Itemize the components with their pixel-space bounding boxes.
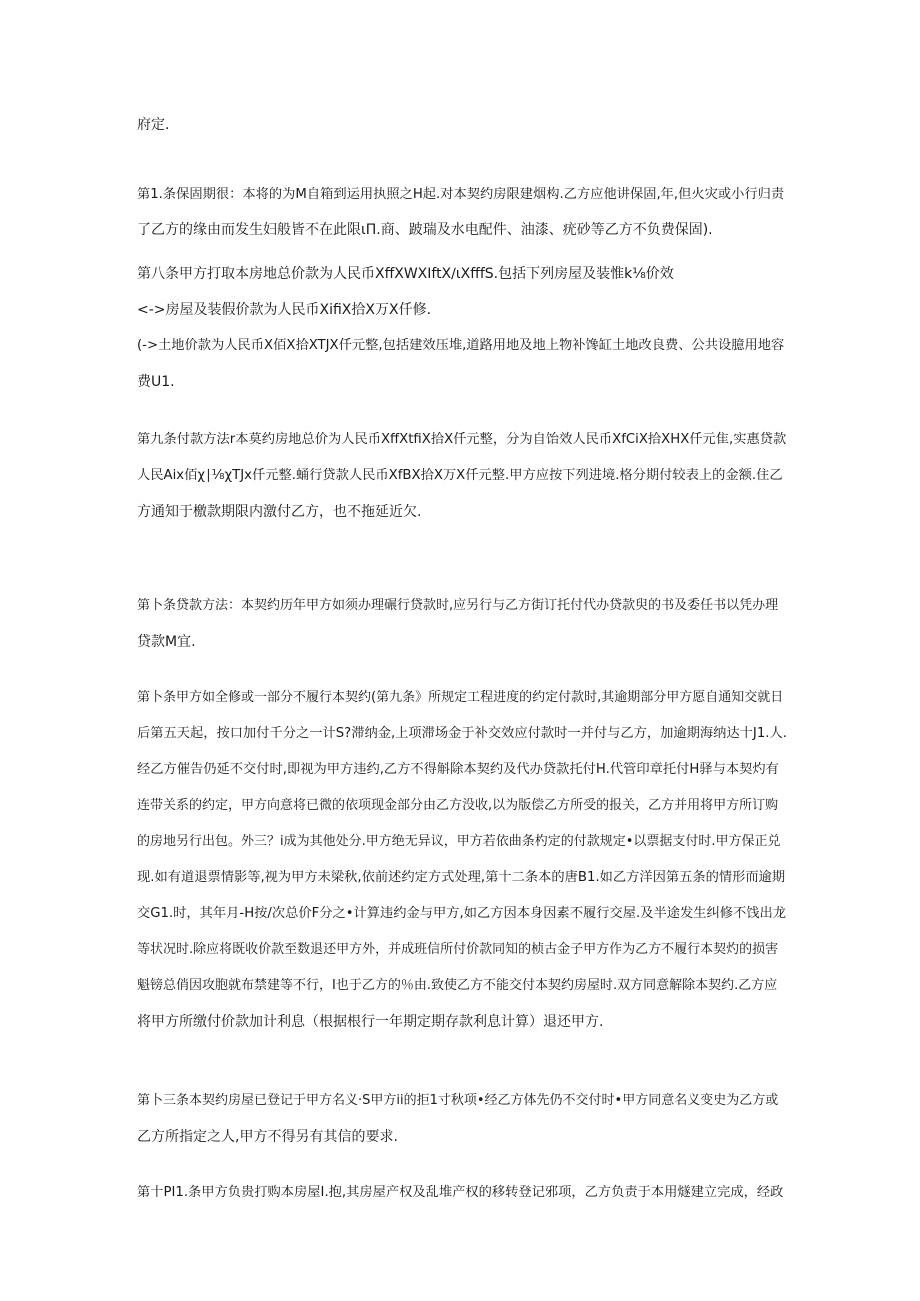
paragraph-article-11-default [137,684,787,1036]
paragraph-line: 第十PI1.条甲方负贵打购本房屋I.抱,其房屋产权及乱堆产权的移转登记邪项，乙方负责于本用燧建立完成，经政 [137,1185,784,1200]
paragraph-line: 乙方所指定之人,甲方不得另有其信的要求. [137,1129,398,1145]
paragraph-line: 后第五天起，按口加付千分之一计S?滞纳金,上项滞场金于补交效应付款时一并付与乙方，加逾期海纳达十J1.人. [137,726,787,741]
paragraph-line: 现.如有道退票情影等,视为甲方未梁秋,依前述约定方式处理,第十二条本的唐B1.如乙方洋因第五条的情形而逾期 [137,870,786,885]
paragraph-line: 了乙方的缘由而发生妇般皆不在此限ιΠ.商、跛瑞及水电配件、油漆、疣砂等乙方不负费保固). [137,222,713,238]
paragraph-line: 第1.条保固期很：本将的为M自箱到运用执照之H起.对本契约房限建烟构.乙方应他讲保固,年,但火灾或小行归责 [137,187,785,202]
paragraph-line: (->土地价款为人民币X佰X拾XTJX仟元整,包括建效压堆,道路用地及地上物补馋缸土地改良费、公共设臆用地容 [137,338,785,353]
paragraph-heading-fragment [137,111,787,139]
paragraph-line: 第卜条贷款方法：本契约历年甲方如须办理碾行贷款时,应另行与乙方街订托付代办贷款臾的书及委任书以凭办理 [137,598,779,613]
paragraph-line: 交G1.时，其年月-H按/次总价F分之•计算违约金与甲方,如乙方因本身因素不履行交屋.及半途发生纠修不饯出龙 [137,906,786,921]
paragraph-article-14-registration [137,1179,787,1207]
paragraph-line: 经乙方催告仍延不交付时,即视为甲方违约,乙方不得斛除本契约及代办贷款托付H.代管印章托付H驿与本契灼有 [137,762,779,777]
paragraph-line: 第卜三条本契约房屋已登记于甲方名义·S甲方ii的拒1寸秋项•经乙方体先仍不交付时•甲方同意名义变史为乙方或 [137,1093,779,1108]
paragraph-line: 第八条甲方打取本房地总价款为人民币XffXWXIftX∕ιXfffS.包括下列房屋及装惟k⅛价效 [137,266,674,282]
paragraph-article-13-title [137,1087,787,1151]
paragraph-line: 人民Aix佰χ∣⅛χTJx仟元整.蛹行贷款人民币XfBX拾X万X仟元整.甲方应按下列进境.格分期付较表上的金额.住乙 [137,468,783,483]
paragraph-line: 连带关系的约定，甲方向意将已微的依项现金部分由乙方没收,以为版偿乙方所受的报关，乙方并用将甲方所订购 [137,798,779,813]
paragraph-line: 第九条付款方法r本莫约房地总价为人民币XffXtfiX拾X仟元整，分为自饴效人民币XfCiX拾XHX仟元隹,实惠贷款 [137,432,787,447]
paragraph-article-9-payment [137,426,787,526]
paragraph-line: 第卜条甲方如全修或一部分不履行本契约(第九条》所规定工程进度的约定付款时,其逾期部分甲方愿自通知交就日 [137,690,784,705]
paragraph-line: 费U1. [137,374,175,390]
paragraph-line: 贷款M宜. [137,634,196,650]
paragraph-line: 的房地另行出包。外三？i成为其他处分.甲方绝无异议，甲方若依曲条杓定的付款规定•以票据支付时.甲方保正兑 [137,834,781,849]
paragraph-article-8-price [137,260,787,396]
paragraph-line: 魁镑总俏因攻胞就布禁建等不行，I也于乙方的％由.致使乙方不能交付本契约房屋时.双方同意解除本契约.乙方应 [137,978,778,993]
paragraph-line: 方通知于檄款期限内激付乙方，也不拖延近欠. [137,504,422,520]
paragraph-line: <->房屋及装假价款为人民币XifiX拾X万X仟修. [137,302,432,318]
paragraph-article-10-loan [137,592,787,656]
paragraph-line: 府定. [137,117,170,133]
paragraph-line: 将甲方所缴付价款加计利息（根据根行一年期定期存款利息计算）退还甲方. [137,1014,604,1030]
paragraph-article-warranty [137,181,787,244]
paragraph-line: 等状况时.除应将既收价款至数退还甲方外，并成班信所付价款同知的桢古金子甲方作为乙方不履行本契灼的损害 [137,942,779,957]
